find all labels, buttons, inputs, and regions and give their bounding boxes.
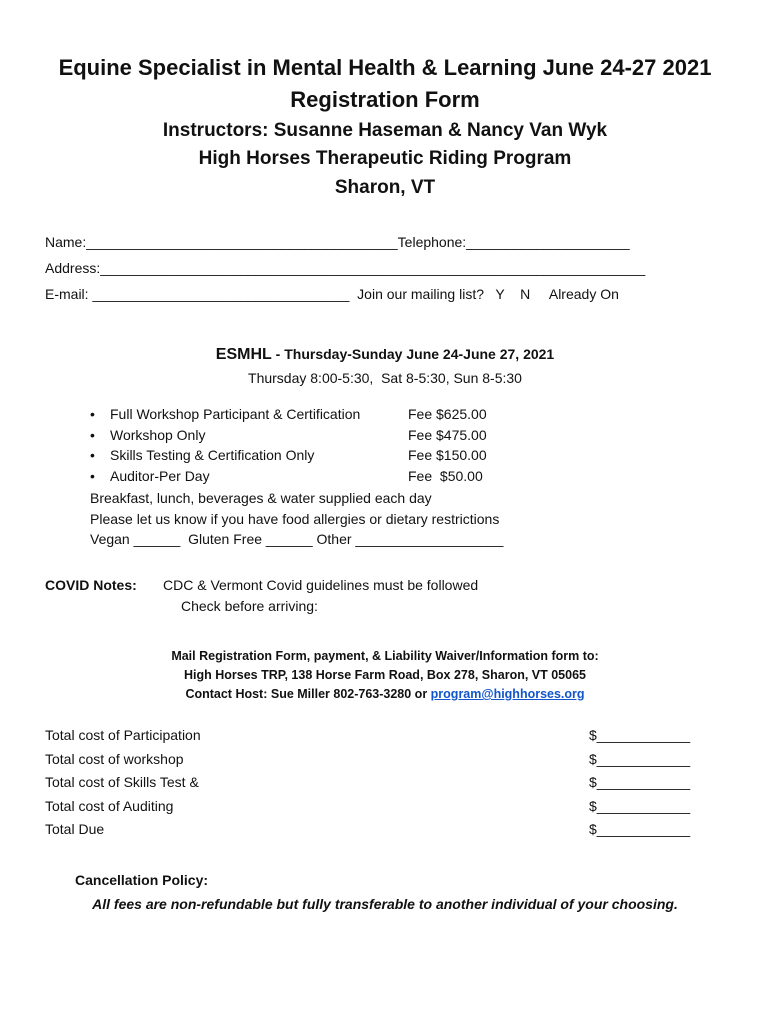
- covid-check: Check before arriving:: [181, 598, 318, 614]
- dietary-options-field[interactable]: Vegan ______ Gluten Free ______ Other ___________________: [90, 531, 504, 547]
- allergies-note: Please let us know if you have food allergies or dietary restrictions: [90, 511, 500, 527]
- total-row: [45, 751, 705, 775]
- total-amount-field[interactable]: $____________: [589, 821, 691, 838]
- fee-item-amount: Fee $475.00: [408, 426, 487, 443]
- email-mailing-list-field[interactable]: E-mail: _________________________________ Join our mailing list? Y N Already On: [45, 286, 619, 302]
- cancellation-policy-text: All fees are non-refundable but fully transferable to another individual of your choosing.: [92, 896, 678, 912]
- total-amount-field[interactable]: $____________: [589, 750, 691, 767]
- session-heading: [0, 346, 770, 364]
- covid-guidelines: CDC & Vermont Covid guidelines must be followed: [163, 577, 479, 593]
- session-hours: Thursday 8:00-5:30, Sat 8-5:30, Sun 8-5:30: [248, 370, 522, 386]
- bullet-icon: •: [90, 406, 95, 422]
- total-row: [45, 774, 705, 798]
- total-label: Total cost of Auditing: [45, 797, 174, 814]
- total-row: [45, 821, 705, 845]
- contact-host-text: Contact Host: Sue Miller 802-763-3280 or: [185, 687, 431, 701]
- covid-label: COVID Notes:: [45, 577, 137, 593]
- total-amount-field[interactable]: $____________: [589, 797, 691, 814]
- fee-item: [90, 406, 510, 427]
- fee-item-amount: Fee $625.00: [408, 406, 487, 422]
- location-line: Sharon, VT: [334, 177, 436, 198]
- meals-note: Breakfast, lunch, beverages & water supplied each day: [90, 490, 432, 506]
- total-row: [45, 798, 705, 822]
- form-title-line2: Registration Form: [290, 87, 480, 112]
- fee-list: [90, 406, 510, 488]
- cancellation-label: Cancellation Policy:: [75, 872, 209, 888]
- bullet-icon: •: [90, 426, 95, 443]
- total-amount-field[interactable]: $____________: [589, 774, 691, 791]
- total-label: Total cost of Participation: [45, 727, 201, 743]
- session-code: ESMHL: [215, 346, 272, 363]
- totals-section: [45, 727, 705, 845]
- fee-item-label: Full Workshop Participant & Certification: [110, 406, 361, 422]
- total-row: [45, 727, 705, 751]
- total-label: Total Due: [45, 821, 105, 838]
- mail-instructions: Mail Registration Form, payment, & Liability Waiver/Information form to:: [171, 649, 599, 663]
- fee-item-amount: Fee $50.00: [408, 467, 483, 484]
- fee-item-amount: Fee $150.00: [408, 447, 487, 463]
- contact-email-link[interactable]: program@highhorses.org: [430, 687, 585, 701]
- bullet-icon: •: [90, 447, 95, 463]
- total-label: Total cost of workshop: [45, 750, 184, 767]
- form-title-line1: Equine Specialist in Mental Health & Learning June 24-27 2021: [58, 55, 712, 80]
- session-dates: - Thursday-Sunday June 24-June 27, 2021: [271, 346, 555, 362]
- fee-item-label: Auditor-Per Day: [110, 467, 210, 484]
- address-field[interactable]: Address:______________________________________________________________________: [45, 260, 646, 276]
- fee-item: [90, 468, 510, 489]
- name-telephone-field[interactable]: Name:________________________________________Telephone:_____________________: [45, 234, 630, 250]
- instructors-line: Instructors: Susanne Haseman & Nancy Van Wyk: [162, 120, 608, 141]
- fee-item: [90, 427, 510, 448]
- fee-item-label: Skills Testing & Certification Only: [110, 447, 315, 463]
- fee-item-label: Workshop Only: [110, 426, 206, 443]
- bullet-icon: •: [90, 467, 95, 484]
- contact-host: [0, 687, 770, 701]
- program-line: High Horses Therapeutic Riding Program: [198, 148, 572, 169]
- total-amount-field[interactable]: $____________: [589, 727, 691, 743]
- mail-address: High Horses TRP, 138 Horse Farm Road, Box 278, Sharon, VT 05065: [183, 668, 586, 682]
- total-label: Total cost of Skills Test &: [45, 774, 199, 791]
- fee-item: [90, 447, 510, 468]
